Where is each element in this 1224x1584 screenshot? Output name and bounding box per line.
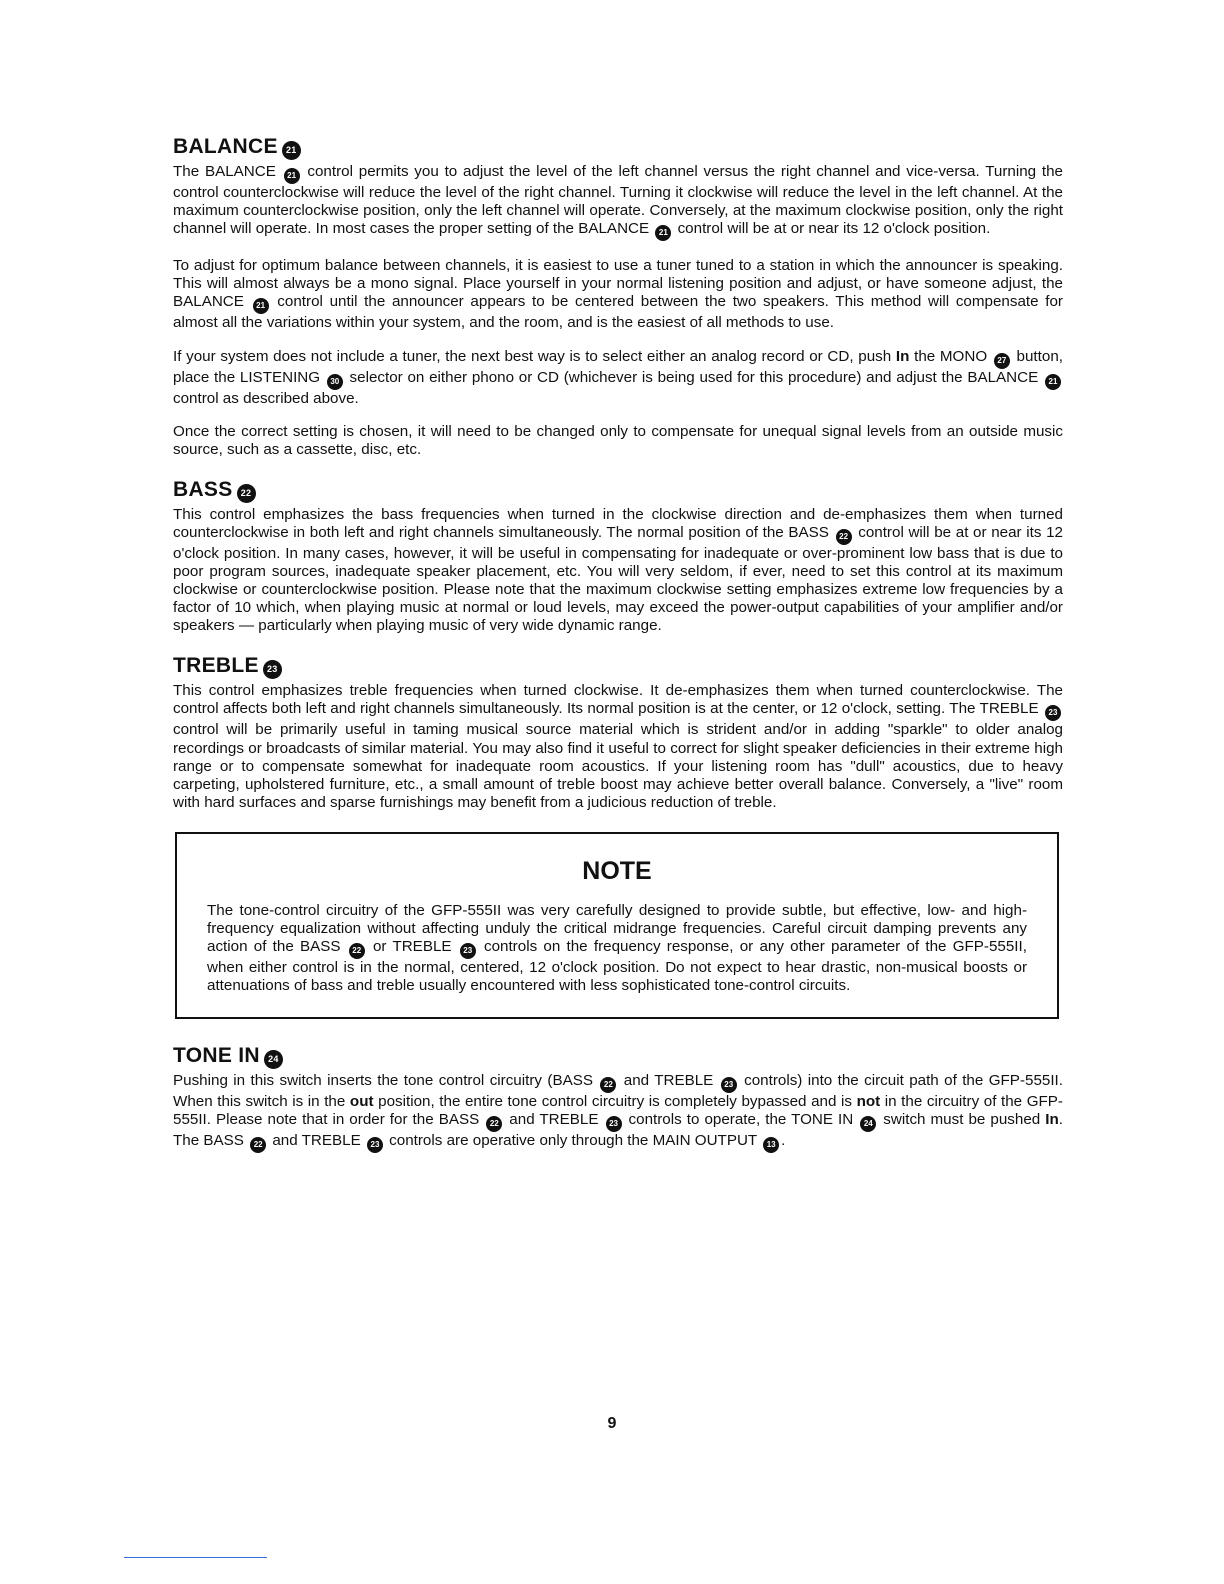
text-run: control as described above.	[173, 390, 359, 408]
treble-heading-text: TREBLE	[173, 654, 259, 678]
text-run: The tone-control circuitry of the GFP-555II was very carefully designed to provide subtle, but effective, low- and high-frequency equalization without affecting unduly the critical midrange frequencies. Careful circuit damping prevents any action of the BASS	[207, 901, 1027, 956]
ref-number-icon: 22	[486, 1116, 502, 1132]
ref-number-icon: 22	[600, 1077, 616, 1093]
text-run: controls to operate, the TONE IN	[623, 1111, 859, 1129]
text-run-bold: In	[1045, 1111, 1059, 1129]
balance-heading-text: BALANCE	[173, 135, 278, 158]
text-run: in the circuitry of the GFP-555II. Please note that in order for the BASS	[173, 1093, 1063, 1129]
text-run-bold: not	[856, 1093, 881, 1111]
ref-number-icon: 23	[460, 943, 476, 959]
text-run: selector on either phono or CD (whichever is being used for this procedure) and adjust the BALANCE	[344, 369, 1043, 387]
footer-rule	[124, 1557, 267, 1558]
text-run: switch must be pushed	[878, 1111, 1046, 1129]
ref-number-icon: 13	[763, 1137, 779, 1153]
text-run: Pushing in this switch inserts the tone control circuitry (BASS	[173, 1072, 599, 1090]
balance-heading	[173, 134, 1063, 160]
text-run: the MONO	[909, 348, 992, 366]
ref-number-icon: 22	[250, 1137, 266, 1153]
text-run: and TREBLE	[504, 1111, 604, 1129]
text-run: The BALANCE	[173, 163, 282, 180]
ref-number-icon: 22	[836, 529, 852, 545]
tone-in-heading-text: TONE IN	[173, 1044, 260, 1068]
treble-paragraph	[173, 682, 1063, 812]
text-run: or TREBLE	[366, 938, 458, 956]
text-run: If your system does not include a tuner, the next best way is to select either an analog record or CD, push	[173, 348, 896, 366]
note-box	[175, 832, 1059, 1019]
text-run: position, the entire tone control circuitry is completely bypassed and is	[373, 1093, 857, 1111]
ref-number-icon: 23	[606, 1116, 622, 1132]
text-run: control will be at or near its 12 o'clock position. In many cases, however, it will be useful in compensating for inadequate or over-prominent low bass that is due to poor program sources, inadequate speaker placement, etc. You will very seldom, if ever, need to set this control at its maximum clockwise or counterclockwise position. Please note that the maximum clockwise setting emphasizes extreme low frequencies by a factor of 10 which, when playing music at normal or loud levels, may exceed the power-output capabilities of your amplifier and/or speakers — particularly when playing music of very wide dynamic range.	[173, 523, 1063, 635]
note-title: NOTE	[582, 856, 652, 885]
text-run: To adjust for optimum balance between channels, it is easiest to use a tuner tuned to a station in which the announcer is speaking. This will almost always be a mono signal. Place yourself in your normal listening position and adjust, or have someone adjust, the BALANCE	[173, 257, 1063, 311]
tone-in-heading	[173, 1043, 1063, 1069]
ref-number-icon: 23	[263, 660, 282, 679]
ref-number-icon: 24	[860, 1116, 876, 1132]
text-run: button, place the LISTENING	[173, 348, 1063, 387]
note-paragraph	[207, 902, 1027, 995]
text-run: control will be primarily useful in taming musical source material which is strident and/or in adding "sparkle" to older analog recordings or broadcasts of similar material. You may also find it useful to correct for slight speaker deficiencies in their extreme high range or to compensate somewhat for inadequate room acoustics. If your listening room has "dull" acoustics, due to heavy carpeting, upholstered furniture, etc., a small amount of treble boost may achieve better overall balance. Conversely, a "live" room with hard surfaces and sparse furnishings may benefit from a judicious reduction of treble.	[173, 721, 1063, 811]
text-run: control permits you to adjust the level of the left channel versus the right channel and vice-versa. Turning the control counterclockwise will reduce the level of the right channel. Turning it clockwise will reduce the level in the left channel. At the maximum counterclockwise position, only the left channel will operate. Conversely, at the maximum clockwise position, only the right channel will operate. In most cases the proper setting of the BALANCE	[173, 163, 1064, 238]
text-run: controls are operative only through the MAIN OUTPUT	[384, 1132, 762, 1150]
text-run: . The BASS	[173, 1111, 1063, 1150]
text-run: This control emphasizes the bass frequencies when turned in the clockwise direction and de-emphasizes them when turned counterclockwise in both left and right channels simultaneously. The normal position of the BASS	[173, 505, 1063, 541]
ref-number-icon: 22	[349, 943, 365, 959]
page-content	[173, 134, 1063, 1153]
text-run: .	[781, 1132, 786, 1150]
page-number: 9	[607, 1415, 617, 1432]
ref-number-icon: 30	[327, 374, 343, 390]
ref-number-icon: 24	[264, 1050, 283, 1069]
treble-heading	[173, 653, 1063, 679]
ref-number-icon: 21	[282, 141, 301, 160]
balance-paragraph-2	[173, 257, 1063, 332]
text-run: control until the announcer appears to be centered between the two speakers. This method will compensate for almost all the variations within your system, and the room, and is the easiest of all methods to use.	[173, 293, 1063, 332]
text-run: This control emphasizes treble frequencies when turned clockwise. It de-emphasizes them when turned counterclockwise. The control affects both left and right channels simultaneously. Its normal position is at the center, or 12 o'clock, setting. The TREBLE	[173, 682, 1063, 718]
text-run: and TREBLE	[268, 1132, 365, 1150]
text-run: controls on the frequency response, or any other parameter of the GFP-555II, when either control is in the normal, centered, 12 o'clock position. Do not expect to hear drastic, non-musical boosts or attenuations of bass and treble usually encountered with less sophisticated tone-control circuits.	[207, 938, 1027, 995]
ref-number-icon: 21	[284, 168, 300, 184]
balance-paragraph-4: Once the correct setting is chosen, it will need to be changed only to compensate for unequal signal levels from an outside music source, such as a cassette, disc, etc.	[173, 422, 1063, 458]
ref-number-icon: 21	[1045, 374, 1061, 390]
balance-paragraph-3	[173, 348, 1063, 408]
tone-in-paragraph	[173, 1072, 1063, 1153]
bass-paragraph	[173, 506, 1063, 636]
ref-number-icon: 21	[253, 298, 269, 314]
text-run: control will be at or near its 12 o'clock position.	[673, 220, 991, 238]
text-run-bold: out	[349, 1093, 374, 1111]
ref-number-icon: 23	[367, 1137, 383, 1153]
bass-heading-text: BASS	[173, 477, 233, 501]
ref-number-icon: 21	[655, 225, 671, 241]
ref-number-icon: 27	[994, 353, 1010, 369]
ref-number-icon: 22	[237, 484, 256, 503]
text-run-bold: In	[895, 348, 910, 366]
ref-number-icon: 23	[721, 1077, 737, 1093]
balance-paragraph-1	[173, 163, 1063, 241]
text-run: controls) into the circuit path of the GFP-555II. When this switch is in the	[173, 1072, 1063, 1111]
bass-heading	[173, 477, 1063, 503]
text-run: and TREBLE	[618, 1072, 719, 1090]
ref-number-icon: 23	[1045, 705, 1061, 721]
